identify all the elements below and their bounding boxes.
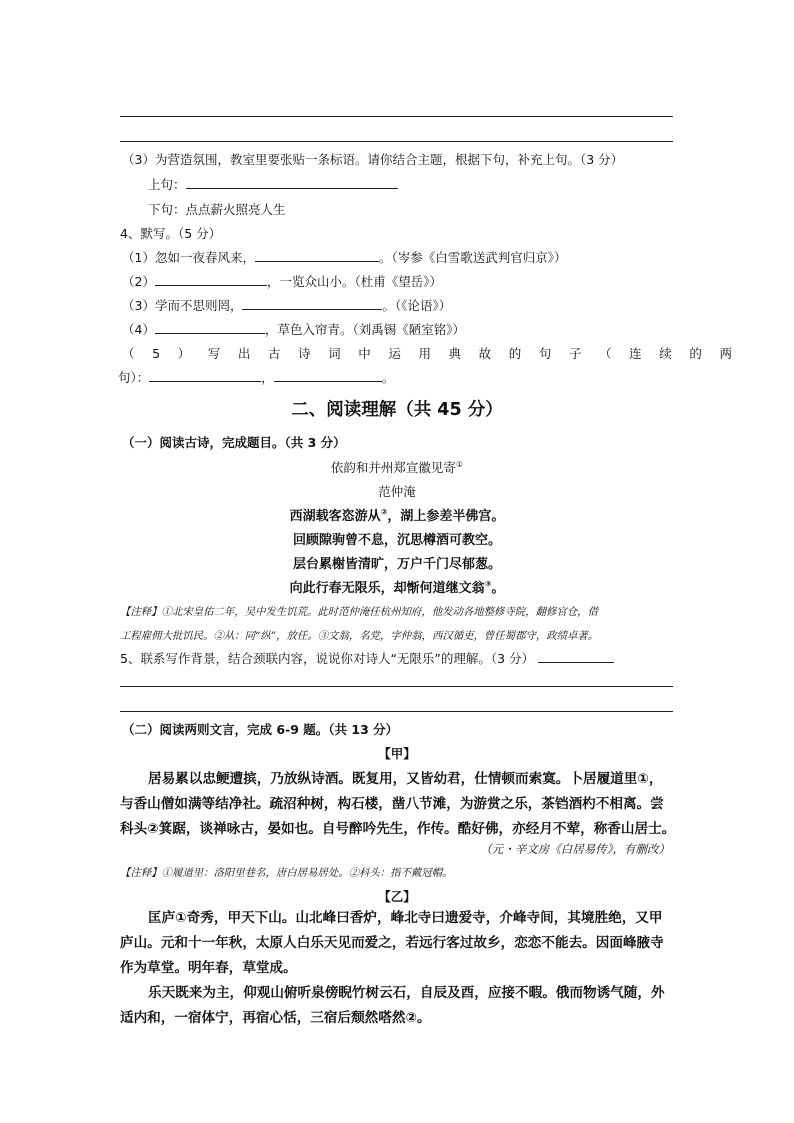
answer-line (120, 116, 673, 117)
passage-line: 与香山僧如满等结净社。疏沼种树，构石楼，凿八节滩，为游赏之乐，茶铛酒杓不相离。尝 (120, 796, 664, 812)
poem-line-2 (0, 529, 794, 548)
passage-yi (120, 906, 665, 1031)
q4-item-1 (122, 248, 566, 266)
q4-item-5-line1: （5）写出古诗词中运用典故的句子（连续的两 (122, 346, 750, 361)
poem-line-1 (0, 505, 794, 524)
lower-text: 点点薪火照亮人生 (185, 202, 286, 217)
poem-note-1: 【注释】①北宋皇佑二年，吴中发生饥荒。此时范仲淹任杭州知府，他发动各地整修寺院，翻修官仓，借 (120, 606, 598, 618)
passage-jia (120, 767, 675, 842)
fill-blank[interactable] (155, 321, 265, 334)
part2-heading: （二）阅读两则文言，完成 6-9 题。（共 13 分） (122, 722, 399, 737)
passage-jia-label: 【甲】 (378, 746, 416, 761)
passage-line: 居易累以忠鲠遭摈，乃放纵诗酒。既复用，又皆幼君，仕情顿而索寞。卜居履道里①， (148, 771, 663, 787)
item-text: （1）忽如一夜春风来， (122, 250, 255, 265)
poem-note-2: 工程雇佣大批饥民。②从：同“纵”，放任。③文翁，名党，字仲翁，西汉循吏，曾任蜀郡守，政绩卓著。 (120, 630, 599, 642)
fill-blank[interactable] (155, 273, 267, 286)
fill-blank[interactable] (274, 369, 382, 382)
poem-text: ，湖上参差半佛宫。 (387, 509, 505, 524)
item-text: 。（岑参《白雪歌送武判官归京》） (378, 250, 567, 265)
item-text: 。（《论语》） (382, 298, 452, 313)
passage-line: 庐山。元和十一年秋，太原人白乐天见而爱之，若远行客过故乡，恋恋不能去。因面峰腋寺 (120, 935, 664, 951)
q4-item-3 (122, 296, 451, 314)
fill-blank[interactable] (149, 369, 261, 382)
footnote-mark: ① (455, 459, 464, 469)
item-text: ，一览众山小。（杜甫《望岳》） (266, 274, 442, 289)
q5-text: 5、联系写作背景，结合颈联内容，说说你对诗人“无限乐”的理解。（3 分） (120, 651, 535, 666)
item-text: （3）学而不思则罔， (122, 298, 243, 313)
item-text: ，草色入帘青。（刘禹锡《陋室铭》） (264, 322, 465, 337)
part1-heading: （一）阅读古诗，完成题目。（共 3 分） (122, 435, 346, 450)
item-text: 句）： (118, 370, 150, 385)
passage-line: 适内和，一宿体宁，再宿心恬，三宿后颓然嗒然②。 (120, 1010, 431, 1026)
answer-line (120, 711, 673, 712)
fill-blank[interactable] (255, 249, 379, 262)
poem-text: 。 (491, 581, 505, 596)
poem-title-text: 依韵和并州郑宣徽见寄 (330, 460, 456, 475)
upper-label: 上句： (148, 177, 186, 192)
lower-label: 下句： (148, 202, 186, 217)
poem-text: 回顾隙驹曾不息，沉思樽酒可教空。 (292, 533, 501, 548)
upper-answer-blank[interactable] (186, 176, 398, 189)
q4-item-5-line2 (118, 368, 394, 386)
answer-line (120, 686, 673, 687)
passage-line: 科头②箕踞，谈禅咏古，晏如也。自号醉吟先生，作传。酷好佛，亦经月不荤，称香山居士。 (120, 821, 676, 837)
poem-line-4 (0, 577, 794, 596)
q4-title: 4、默写。（5 分） (120, 226, 222, 241)
q3-upper (148, 175, 398, 193)
item-text: （4） (122, 322, 155, 337)
q5-prompt (120, 649, 614, 667)
footnote-mark: ③ (484, 579, 492, 589)
answer-blank[interactable] (538, 650, 614, 663)
poem-author: 范仲淹 (378, 484, 416, 499)
passage-line: 乐天既来为主，仰观山俯听泉傍睨竹树云石，自辰及酉，应接不暇。俄而物诱气随，外 (148, 985, 665, 1001)
footnote-mark: ② (380, 507, 388, 517)
passage-line: 匡庐①奇秀，甲天下山。山北峰曰香炉，峰北寺曰遗爱寺，介峰寺间，其境胜绝，又甲 (148, 910, 663, 926)
item-text: （2） (122, 274, 155, 289)
passage-jia-note: 【注释】①履道里：洛阳里巷名，唐白居易居处。②科头：指不戴冠帽。 (120, 867, 453, 879)
section-title: 二、阅读理解（共 45 分） (291, 400, 503, 420)
poem-line-3 (0, 553, 794, 572)
q3-prompt: （3）为营造氛围，教室里要张贴一条标语。请你结合主题，根据下句，补充上句。（3 分） (122, 152, 624, 167)
poem-text: 层台累榭皆清旷，万户千门尽郁葱。 (292, 557, 501, 572)
q3-lower (148, 200, 286, 218)
passage-jia-source: （元・辛文房《白居易传》，有删改） (480, 842, 670, 856)
passage-yi-label: 【乙】 (378, 889, 416, 904)
item-text: 。 (381, 370, 395, 385)
poem-text: 西湖载客恣游从 (289, 509, 381, 524)
passage-line: 作为草堂。明年春，草堂成。 (120, 960, 297, 976)
poem-title (0, 458, 794, 476)
q4-item-2 (122, 272, 442, 290)
q4-item-4 (122, 320, 465, 338)
poem-text: 向此行春无限乐，却惭何道继文翁 (289, 581, 485, 596)
item-text: ， (261, 370, 274, 385)
fill-blank[interactable] (242, 297, 382, 310)
answer-line (120, 141, 673, 142)
